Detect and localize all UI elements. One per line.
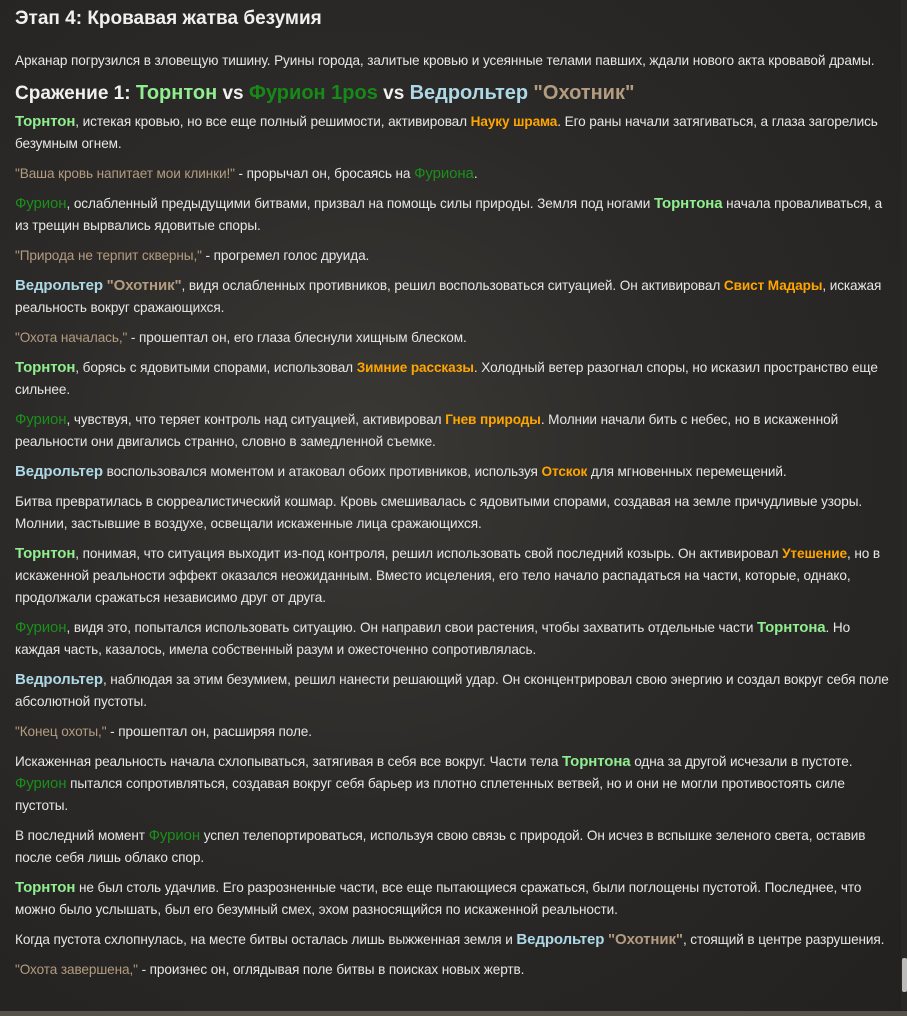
story-paragraph: [15, 461, 893, 483]
character-furion: Фурион: [15, 775, 67, 792]
text: одна за другой исчезали в пустоте.: [630, 754, 853, 769]
text: Искаженная реальность начала схлопываться, затягивая в себя все вокруг. Части тела: [15, 754, 563, 769]
story-paragraph: [15, 357, 893, 401]
text: , ослабленный предыдущими битвами, призвал на помощь силы природы. Земля под ногами: [66, 196, 654, 211]
story-paragraph: [15, 327, 893, 349]
character-furion: Фурион 1pos: [248, 82, 378, 104]
text: . Но каждая часть, казалось, имела собственный разум и ожесточенно сопротивлялась.: [15, 620, 851, 657]
text: - прогремел голос друида.: [201, 248, 370, 263]
text: . Молнии начали бить с небес, но в искаженной реальности они двигались странно, словно в замедленной съемке.: [15, 412, 839, 449]
story-paragraph: [15, 491, 893, 535]
story-paragraph: [15, 245, 893, 267]
character-tornton: Торнтон: [15, 359, 76, 376]
text: .: [473, 166, 478, 181]
text: - прошептал он, его глаза блеснули хищным блеском.: [127, 330, 467, 345]
character-furion: Фуриона: [414, 165, 474, 182]
character-furion: Фурион: [15, 411, 67, 428]
text: , но в искаженной реальности эффект оказался неожиданным. Вместо исцеления, его тело начало распадаться на части, которые, однако, продолжали сражаться независимо друг от друга.: [15, 546, 881, 605]
ability-name: Зимние рассказы: [356, 360, 474, 375]
ability-name: Утешение: [782, 546, 847, 561]
character-tornton: Торнтона: [653, 195, 723, 212]
story-paragraph: [15, 617, 893, 661]
character-furion: Фурион: [148, 827, 201, 844]
text: Битва превратилась в сюрреалистический кошмар. Кровь смешивалась с ядовитыми спорами, создавая на земле причудливые узоры. Молнии, застывшие в воздухе, освещали искаженные лица сражающихся.: [15, 494, 863, 531]
ability-name: Отскок: [541, 464, 588, 479]
text: , истекая кровью, но все еще полный решимости, активировал: [75, 114, 471, 129]
character-furion: Фурион: [15, 619, 67, 636]
character-tornton: Торнтон: [15, 545, 76, 562]
nickname-hunter: "Охотник": [533, 82, 635, 104]
story-paragraph: [15, 721, 893, 743]
quote-text: "Природа не терпит скверны,": [15, 248, 202, 263]
ability-name: Науку шрама: [470, 114, 558, 129]
quote-text: "Конец охоты,": [15, 724, 107, 739]
text: - прошептал он, расширяя поле.: [106, 724, 312, 739]
battle-heading: [15, 80, 893, 107]
story-paragraph: [15, 543, 893, 609]
text: успел телепортироваться, используя свою связь с природой. Он исчез в вспышке зеленого света, оставив после себя лишь облако спор.: [15, 828, 866, 865]
quote-text: "Ваша кровь напитает мои клинки!": [15, 166, 235, 181]
text: , чувствуя, что теряет контроль над ситуацией, активировал: [66, 412, 446, 427]
intro-paragraph: Арканар погрузился в зловещую тишину. Руины города, залитые кровью и усеянные телами павших, ждали нового акта кровавой драмы.: [15, 53, 875, 68]
text: . Холодный ветер разогнал споры, но исказил пространство еще сильнее.: [15, 360, 878, 397]
story-paragraph: [15, 825, 893, 869]
story-paragraph: [15, 959, 893, 981]
story-paragraph: [15, 275, 893, 319]
text: пытался сопротивляться, создавая вокруг себя барьер из плотно сплетенных ветвей, но и они не могли противостоять силе пустоты.: [15, 776, 845, 813]
text: , борясь с ядовитыми спорами, использовал: [75, 360, 357, 375]
text: , искажая реальность вокруг сражающихся.: [15, 278, 882, 315]
character-tornton: Торнтон: [15, 879, 76, 896]
story-paragraphs: [15, 111, 893, 981]
story-paragraph: [15, 163, 893, 185]
character-tornton: Торнтон: [135, 82, 218, 104]
character-vedrolter: Ведрольтер: [15, 671, 103, 688]
text: - произнес он, оглядывая поле битвы в поисках новых жертв.: [137, 962, 525, 977]
page-title: Этап 4: Кровавая жатва безумия: [15, 8, 322, 29]
text: - прорычал он, бросаясь на: [234, 166, 415, 181]
story-paragraph: [15, 111, 893, 155]
text: , стоящий в центре разрушения.: [682, 932, 885, 947]
story-paragraph: [15, 877, 893, 921]
text: начала проваливаться, а из трещин вырвались ядовитые споры.: [15, 196, 883, 233]
story-paragraph: [15, 751, 893, 817]
text: для мгновенных перемещений.: [587, 464, 787, 479]
text: , наблюдая за этим безумием, решил нанести решающий удар. Он сконцентрировал свою энергию и создал вокруг себя поле абсолютной пустоты.: [15, 672, 889, 709]
quote-text: "Охота началась,": [15, 330, 128, 345]
quote-text: "Охота завершена,": [15, 962, 138, 977]
story-content: [15, 6, 893, 989]
character-tornton: Торнтона: [562, 753, 631, 770]
character-furion: Фурион: [15, 195, 67, 212]
nickname-hunter: "Охотник": [106, 277, 182, 294]
text: воспользовался моментом и атаковал обоих противников, используя: [102, 464, 542, 479]
ability-name: Свист Мадары: [723, 278, 823, 293]
character-tornton: Торнтона: [757, 619, 826, 636]
character-tornton: Торнтон: [15, 113, 76, 130]
scrollbar[interactable]: [901, 0, 907, 1010]
text: vs: [377, 83, 410, 104]
story-paragraph: [15, 929, 893, 951]
ability-name: Гнев природы: [445, 412, 541, 427]
character-vedrolter: Ведрольтер: [15, 277, 103, 294]
story-paragraph: [15, 669, 893, 713]
text: , видя это, попытался использовать ситуацию. Он направил свои растения, чтобы захватить отдельные части: [66, 620, 757, 635]
text: , понимая, что ситуация выходит из-под контроля, решил использовать свой последний козырь. Он активировал: [75, 546, 783, 561]
character-vedrolter: Ведрольтер: [516, 931, 605, 948]
text: Когда пустота схлопнулась, на месте битвы осталась лишь выжженная земля и: [15, 932, 517, 947]
story-paragraph: [15, 193, 893, 237]
text: не был столь удачлив. Его разрозненные части, все еще пытающиеся сражаться, были поглощены пустотой. Последнее, что можно было услышать, был его безумный смех, эхом разносящийся по искаженной реальности.: [15, 880, 862, 917]
text: В последний момент: [15, 828, 149, 843]
text: Сражение 1:: [15, 83, 136, 104]
scrollbar-thumb[interactable]: [902, 958, 907, 992]
character-vedrolter: Ведрольтер: [409, 82, 529, 104]
bottom-divider: [0, 1011, 907, 1016]
text: , видя ослабленных противников, решил воспользоваться ситуацией. Он активировал: [181, 278, 724, 293]
story-paragraph: [15, 409, 893, 453]
text: vs: [217, 83, 249, 104]
nickname-hunter: "Охотник": [608, 931, 683, 948]
text: . Его раны начали затягиваться, а глаза загорелись безумным огнем.: [15, 114, 878, 151]
character-vedrolter: Ведрольтер: [15, 463, 103, 480]
